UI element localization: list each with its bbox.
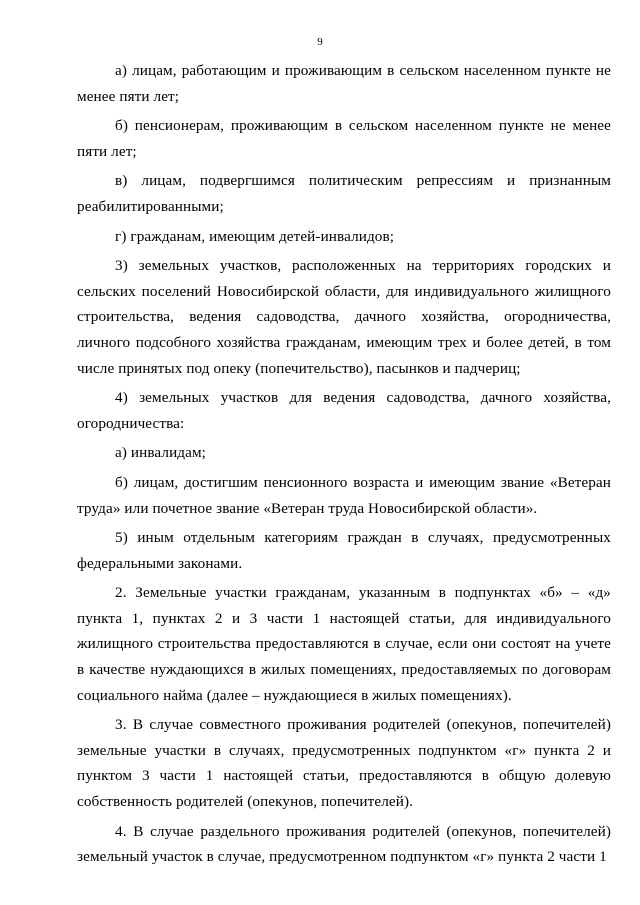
paragraph-item-v-repressed: в) лицам, подвергшимся политическим репрессиям и признанным реабилитированными; — [77, 172, 611, 215]
page-number: 9 — [317, 36, 323, 48]
paragraph-section-4: 4. В случае раздельного проживания родителей (опекунов, попечителей) земельный участок в случае, предусмотренном подпунктом «г» пункта 2 части 1 — [77, 822, 611, 866]
paragraph-item-3-large-families: 3) земельных участков, расположенных на территориях городских и сельских поселений Новосибирской области, для индивидуального жилищного строительства, ведения садоводства, дачного хозяйства, огородничества, личного подсобного хозяйства гражданам, имеющим трех и более детей, в том числе принятых под опеку (попечительство), пасынков и падчериц; — [77, 257, 611, 377]
paragraph-item-a-rural-workers: а) лицам, работающим и проживающим в сельском населенном пункте не менее пяти лет; — [77, 62, 611, 105]
paragraph-item-b-labor-veterans: б) лицам, достигшим пенсионного возраста и имеющим звание «Ветеран труда» или почетное звание «Ветеран труда Новосибирской области». — [77, 473, 611, 517]
paragraph-item-b-pensioners: б) пенсионерам, проживающим в сельском населенном пункте не менее пяти лет; — [77, 117, 611, 160]
paragraph-item-g-disabled-children: г) гражданам, имеющим детей-инвалидов; — [115, 227, 395, 245]
paragraph-item-4-gardening: 4) земельных участков для ведения садоводства, дачного хозяйства, огородничества: — [77, 389, 611, 432]
document-body — [77, 58, 611, 874]
paragraph-item-5-other-categories: 5) иным отдельным категориям граждан в случаях, предусмотренных федеральными законами. — [77, 529, 611, 572]
paragraph-section-2: 2. Земельные участки гражданам, указанным в подпунктах «б» – «д» пункта 1, пунктах 2 и 3 части 1 настоящей статьи, для индивидуального жилищного строительства предоставляются в случае, если они состоят на учете в качестве нуждающихся в жилых помещениях, предоставляемых по договорам социального найма (далее – нуждающиеся в жилых помещениях). — [77, 584, 611, 704]
paragraph-item-a-disabled: а) инвалидам; — [115, 444, 207, 462]
paragraph-section-3: 3. В случае совместного проживания родителей (опекунов, попечителей) земельные участки в случаях, предусмотренных подпунктом «г» пункта 2 и пунктом 3 части 1 настоящей статьи, предоставляются в общую долевую собственность родителей (опекунов, попечителей). — [77, 716, 611, 811]
